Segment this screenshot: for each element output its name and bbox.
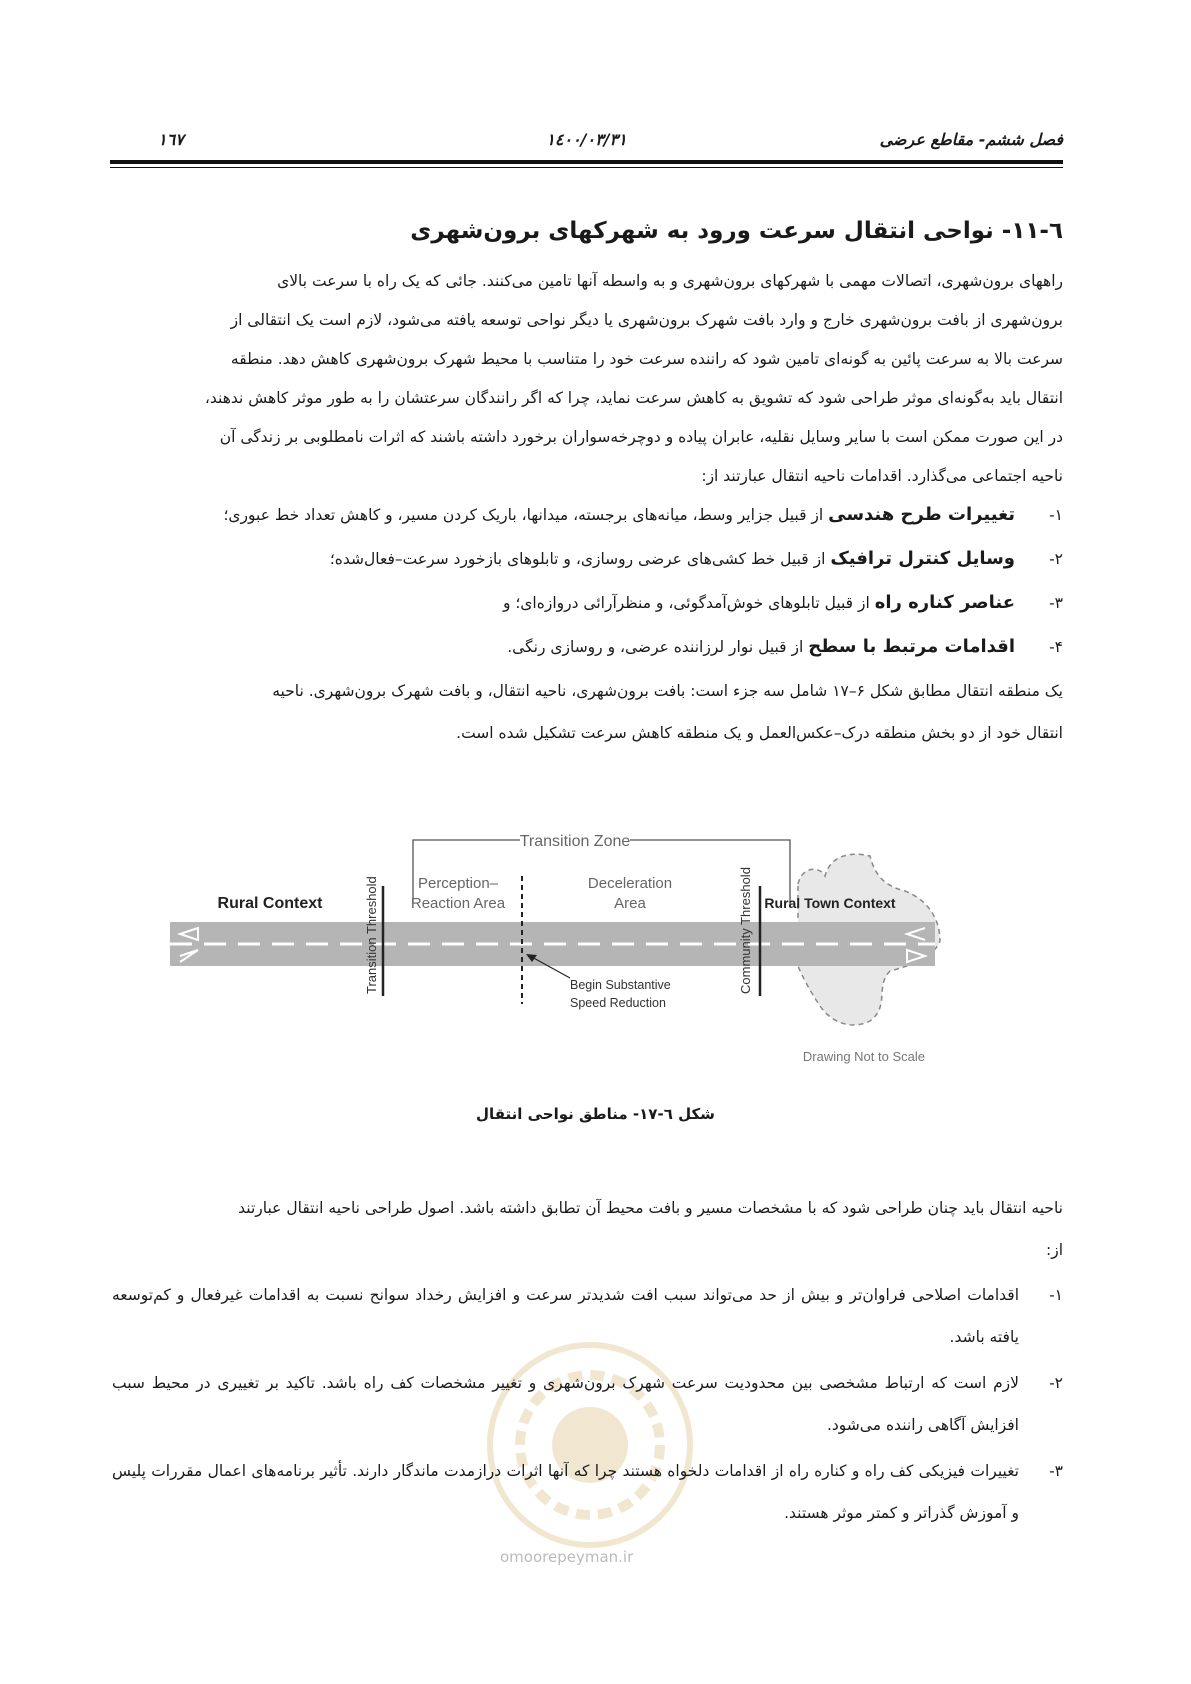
- measure-heading: وسایل کنترل ترافیک: [830, 548, 1015, 569]
- section-title: ٦-١١- نواحی انتقال سرعت ورود به شهرکهای برون‌شهری: [410, 218, 1063, 244]
- rural-town-context-label: Rural Town Context: [764, 895, 896, 911]
- measure-text: از قبیل تابلوهای خوش‌آمدگوئی، و منظرآرائی دروازه‌ای؛ و: [502, 594, 875, 612]
- principles-intro-line-2: از:: [1045, 1241, 1063, 1259]
- intro-line-4: انتقال باید به‌گونه‌ای موثر طراحی شود که تشویق به کاهش سرعت نماید، چرا که اگر رانندگان سرعتشان را به طور موثر کاهش ندهند،: [204, 389, 1063, 407]
- chapter-title: فصل ششم- مقاطع عرضی: [879, 130, 1063, 149]
- header-rule-thin: [110, 167, 1063, 168]
- intro-line-5: در این صورت ممکن است با سایر وسایل نقلیه، عابران پیاده و دوچرخه‌سواران برخورد داشته باشند که اثرات نامطلوبی بر زندگی آن: [219, 428, 1063, 446]
- begin-label-2: Speed Reduction: [570, 996, 666, 1010]
- principle-number: ۳-: [1049, 1462, 1063, 1480]
- measure-heading: اقدامات مرتبط با سطح: [808, 636, 1015, 657]
- measure-heading: تغییرات طرح هندسی: [828, 504, 1015, 525]
- principles-intro-line-1: ناحیه انتقال باید چنان طراحی شود که با مشخصات مسیر و بافت محیط آن تطابق داشته باشد. اصول طراحی ناحیه انتقال عبارتند: [238, 1199, 1063, 1217]
- running-header: [110, 130, 1063, 156]
- intro-line-3: سرعت بالا به سرعت پائین به گونه‌ای تامین شود که راننده سرعت خود را متناسب با محیط شهرک برون‌شهری کاهش دهد. منطقه: [230, 350, 1063, 368]
- rural-context-label: Rural Context: [217, 895, 323, 912]
- principle-item: [112, 1274, 1063, 1358]
- community-threshold-label: Community Threshold: [738, 867, 753, 994]
- measure-number: ۴-: [1049, 638, 1063, 656]
- measure-text: از قبیل جزایر وسط، میانه‌های برجسته، میدانها، باریک کردن مسیر، و کاهش تعداد خط عبوری؛: [223, 506, 829, 524]
- not-to-scale-note: Drawing Not to Scale: [802, 1049, 925, 1064]
- principle-number: ۱-: [1049, 1286, 1063, 1304]
- zone-line-1: یک منطقه انتقال مطابق شکل ۶–۱۷ شامل سه جزء است: بافت برون‌شهری، ناحیه انتقال، و بافت شهرک برون‌شهری. ناحیه: [272, 682, 1063, 700]
- principle-text: لازم است که ارتباط مشخصی بین محدودیت سرعت شهرک برون‌شهری و تغییر مشخصات کف راه باشد. تاکید بر تغییری در محیط سبب افزایش آگاهی راننده می‌شود.: [112, 1374, 1019, 1434]
- principle-number: ۲-: [1049, 1374, 1063, 1392]
- intro-line-2: برون‌شهری از بافت برون‌شهری خارج و وارد بافت شهرک برون‌شهری یا دیگر نواحی توسعه یافته می‌شود، لازم است یک انتقالی از: [230, 311, 1063, 329]
- measure-number: ۳-: [1049, 594, 1063, 612]
- zone-line-2: انتقال خود از دو بخش منطقه درک–عکس‌العمل و یک منطقه کاهش سرعت تشکیل شده است.: [456, 724, 1063, 742]
- perception-label-1: Perception–: [417, 875, 499, 892]
- header-rule-thick: [110, 160, 1063, 164]
- transition-zone-label: Transition Zone: [519, 833, 631, 850]
- measure-text: از قبیل خط کشی‌های عرضی روسازی، و تابلوهای بازخورد سرعت–فعال‌شده؛: [329, 550, 831, 568]
- begin-label-1: Begin Substantive: [570, 978, 671, 992]
- header-date: ۱٤۰۰/۰۳/۳۱: [546, 130, 627, 149]
- transition-zone-figure: [170, 826, 1015, 1081]
- deceleration-label-1: Deceleration: [587, 875, 673, 892]
- principle-text: اقدامات اصلاحی فراوان‌تر و بیش از حد می‌تواند سبب افت شدیدتر سرعت و افزایش رخداد سوانح نسبت به اقدامات غیرفعال و کم‌توسعه یافته باشد.: [112, 1286, 1019, 1346]
- intro-line-1: راههای برون‌شهری، اتصالات مهمی با شهرکهای برون‌شهری و به واسطه آنها تامین می‌کنند. جائی که یک راه با سرعت بالای: [277, 272, 1063, 290]
- measure-number: ۲-: [1049, 550, 1063, 568]
- measure-text: از قبیل نوار لرزاننده عرضی، و روسازی رنگی.: [507, 638, 809, 656]
- intro-line-6: ناحیه اجتماعی می‌گذارد. اقدامات ناحیه انتقال عبارتند از:: [701, 467, 1063, 485]
- page-number: ۱٦۷: [158, 130, 184, 149]
- principle-item: [112, 1362, 1063, 1446]
- deceleration-label-2: Area: [614, 895, 646, 912]
- figure-caption: شکل ٦-١٧- مناطق نواحی انتقال: [476, 1105, 715, 1123]
- principle-text: تغییرات فیزیکی کف راه و کناره راه از اقدامات دلخواه هستند چرا که آنها اثرات درازمدت ماندگار دارند. تأثیر برنامه‌های اعمال مقررات پلیس و آموزش گذراتر و کمتر موثر هستند.: [112, 1462, 1019, 1522]
- principle-item: [112, 1450, 1063, 1534]
- measure-heading: عناصر کناره راه: [874, 592, 1015, 613]
- measure-number: ۱-: [1049, 506, 1063, 524]
- transition-threshold-label: Transition Threshold: [364, 876, 379, 994]
- perception-label-2: Reaction Area: [410, 895, 506, 912]
- watermark-website: omoorepeyman.ir: [500, 1548, 634, 1566]
